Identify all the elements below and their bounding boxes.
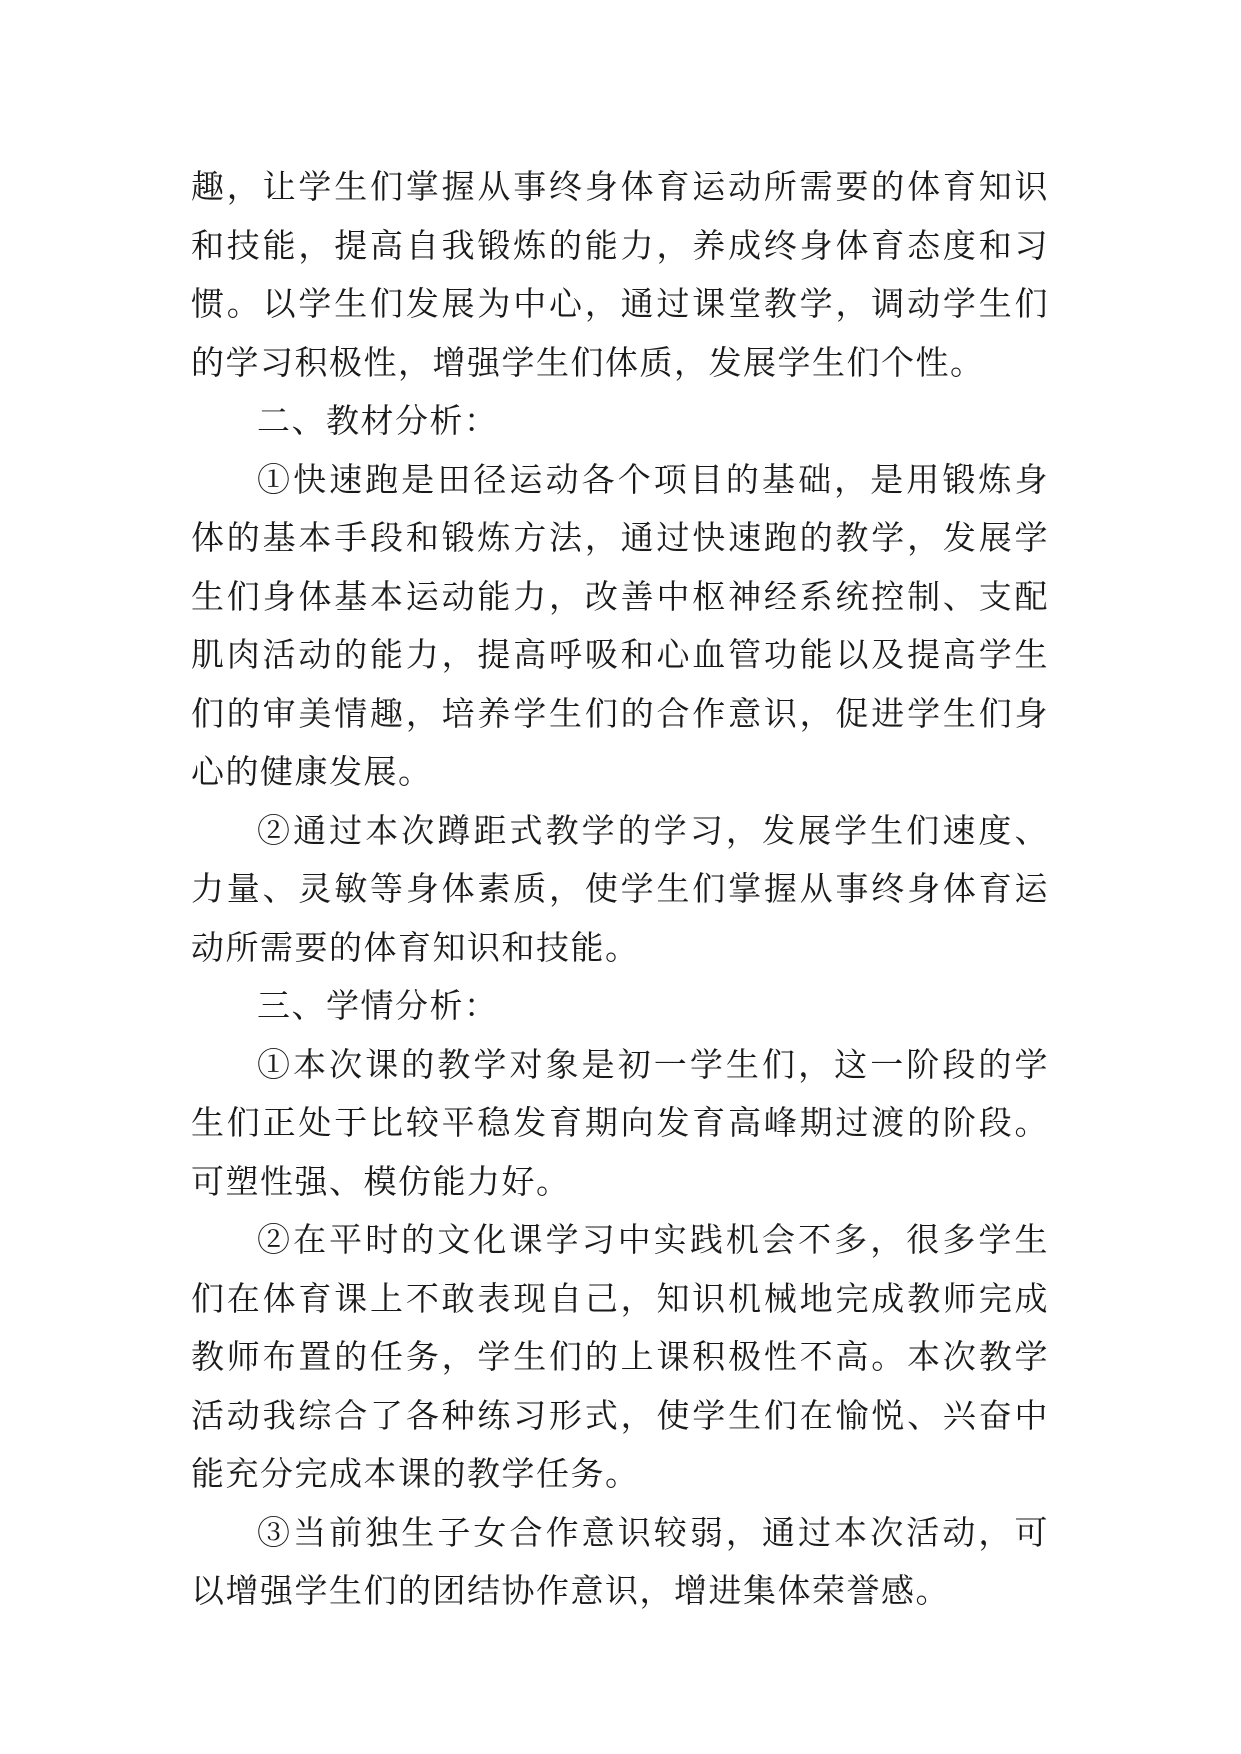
paragraph-intro-continuation: 趣，让学生们掌握从事终身体育运动所需要的体育知识和技能，提高自我锻炼的能力，养成终身体育态度和习惯。以学生们发展为中心，通过课堂教学，调动学生们的学习积极性，增强学生们体质，发展学生们个性。 — [191, 167, 1049, 382]
paragraph-learner-3: ③当前独生子女合作意识较弱，通过本次活动，可以增强学生们的团结协作意识，增进集体荣誉感。 — [191, 1512, 1049, 1610]
document-body — [191, 158, 1049, 1621]
paragraph-learner-1: ①本次课的教学对象是初一学生们，这一阶段的学生们正处于比较平稳发育期向发育高峰期过渡的阶段。可塑性强、模仿能力好。 — [191, 1044, 1049, 1201]
paragraph-material-2: ②通过本次蹲距式教学的学习，发展学生们速度、力量、灵敏等身体素质，使学生们掌握从事终身体育运动所需要的体育知识和技能。 — [191, 810, 1049, 967]
section-heading-learner-analysis: 三、学情分析： — [257, 986, 499, 1025]
section-heading-material-analysis: 二、教材分析： — [257, 401, 499, 440]
paragraph-material-1: ①快速跑是田径运动各个项目的基础，是用锻炼身体的基本手段和锻炼方法，通过快速跑的教学，发展学生们身体基本运动能力，改善中枢神经系统控制、支配肌肉活动的能力，提高呼吸和心血管功能以及提高学生们的审美情趣，培养学生们的合作意识，促进学生们身心的健康发展。 — [191, 459, 1049, 791]
paragraph-learner-2: ②在平时的文化课学习中实践机会不多，很多学生们在体育课上不敢表现自己，知识机械地完成教师完成教师布置的任务，学生们的上课积极性不高。本次教学活动我综合了各种练习形式，使学生们在愉悦、兴奋中能充分完成本课的教学任务。 — [191, 1220, 1049, 1493]
